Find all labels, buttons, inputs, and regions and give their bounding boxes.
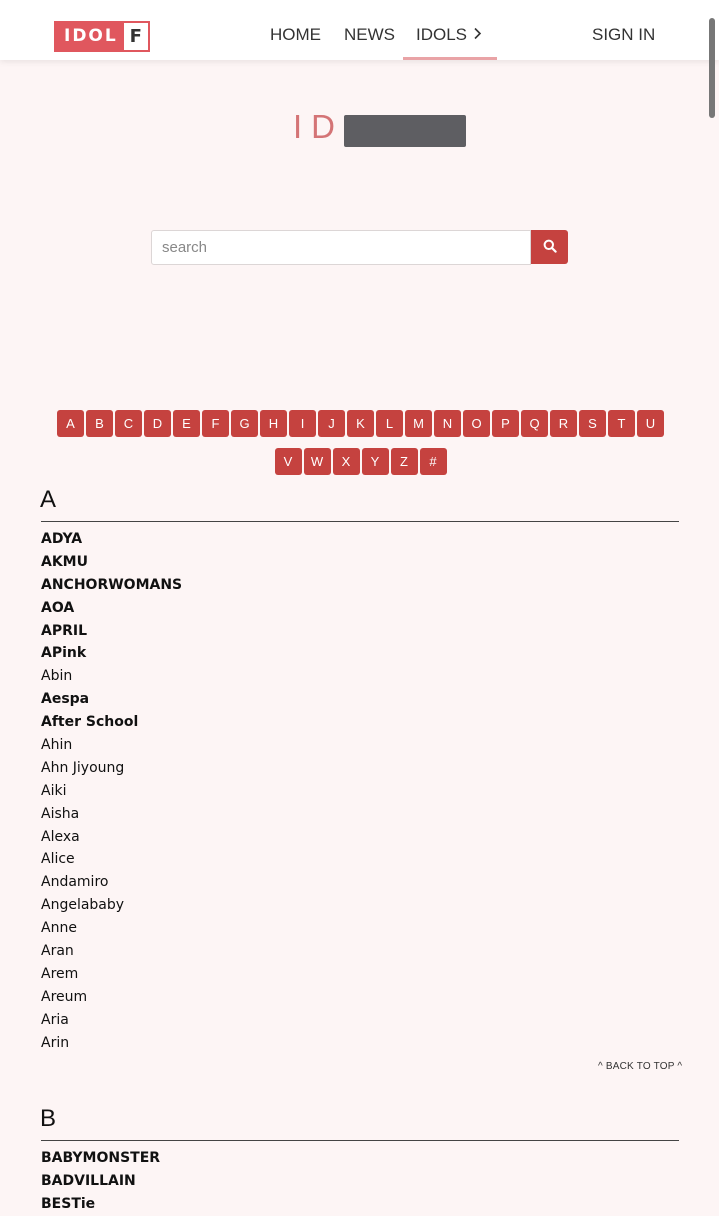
idol-list-item[interactable]: Aespa: [41, 691, 90, 708]
letter-p-button[interactable]: P: [492, 410, 519, 437]
logo-text-idol: IDOL: [56, 23, 124, 50]
letter-m-button[interactable]: M: [405, 410, 432, 437]
page-title: ID: [293, 108, 344, 145]
letter-e-button[interactable]: E: [173, 410, 200, 437]
nav-news[interactable]: NEWS: [344, 25, 395, 44]
letter-z-button[interactable]: Z: [391, 448, 418, 475]
section-divider-a: [41, 521, 679, 522]
letter-b-button[interactable]: B: [86, 410, 113, 437]
letter-f-button[interactable]: F: [202, 410, 229, 437]
letter-q-button[interactable]: Q: [521, 410, 548, 437]
letter-l-button[interactable]: L: [376, 410, 403, 437]
redaction-block: [344, 115, 466, 147]
idol-list-item[interactable]: Anne: [41, 920, 77, 937]
idol-list-item[interactable]: Abin: [41, 668, 73, 685]
chevron-right-icon: [473, 27, 482, 45]
nav-idols-label: IDOLS: [416, 25, 468, 44]
nav-home[interactable]: HOME: [270, 25, 321, 44]
search-button[interactable]: [531, 230, 568, 264]
section-heading-a: A: [40, 486, 57, 513]
idol-list-item[interactable]: Aiki: [41, 782, 67, 799]
idol-list-item[interactable]: BADVILLAIN: [41, 1172, 136, 1189]
idol-list-item[interactable]: BABYMONSTER: [41, 1150, 161, 1166]
search-input[interactable]: [151, 230, 531, 265]
idol-list-b: [41, 1147, 160, 1216]
letter-o-button[interactable]: O: [463, 410, 490, 437]
nav-idols[interactable]: [416, 25, 482, 45]
idol-list-item[interactable]: Arem: [41, 965, 79, 982]
alphabet-row-2: [1, 448, 719, 475]
letter-j-button[interactable]: J: [318, 410, 345, 437]
top-nav-bar: [0, 0, 719, 60]
idol-list-item[interactable]: Ahn Jiyoung: [41, 759, 125, 776]
letter-h-button[interactable]: H: [260, 410, 287, 437]
letter-u-button[interactable]: U: [637, 410, 664, 437]
alphabet-row-1: [1, 410, 719, 437]
letter-d-button[interactable]: D: [144, 410, 171, 437]
idol-list-item[interactable]: Alexa: [41, 828, 80, 845]
idol-list-item[interactable]: ANCHORWOMANS: [41, 576, 183, 593]
idol-list-item[interactable]: Arin: [41, 1034, 70, 1051]
idol-list-item[interactable]: AOA: [41, 599, 75, 616]
letter-v-button[interactable]: V: [275, 448, 302, 475]
letter-y-button[interactable]: Y: [362, 448, 389, 475]
letter-k-button[interactable]: K: [347, 410, 374, 437]
letter-r-button[interactable]: R: [550, 410, 577, 437]
idol-list-a: [41, 528, 182, 1054]
idol-list-item[interactable]: APink: [41, 645, 87, 662]
idol-list-item[interactable]: AKMU: [41, 553, 88, 570]
idol-list-item[interactable]: Ahin: [41, 737, 73, 754]
letter-i-button[interactable]: I: [289, 410, 316, 437]
logo-text-f: F: [124, 23, 148, 50]
idol-list-item[interactable]: Aran: [41, 943, 74, 960]
active-nav-indicator: [403, 57, 497, 60]
letter-t-button[interactable]: T: [608, 410, 635, 437]
letter-g-button[interactable]: G: [231, 410, 258, 437]
site-logo[interactable]: [54, 21, 150, 52]
idol-list-item[interactable]: Andamiro: [41, 874, 109, 891]
page-scrollbar[interactable]: [709, 18, 715, 118]
back-to-top-link[interactable]: ^ BACK TO TOP ^: [598, 1061, 683, 1072]
letter-n-button[interactable]: N: [434, 410, 461, 437]
idol-list-item[interactable]: Areum: [41, 988, 88, 1005]
sign-in-link[interactable]: SIGN IN: [592, 25, 656, 44]
letter-c-button[interactable]: C: [115, 410, 142, 437]
idol-list-item[interactable]: BESTie: [41, 1195, 96, 1212]
idol-list-item[interactable]: ADYA: [41, 531, 83, 547]
section-heading-b: B: [40, 1105, 57, 1132]
idol-list-item[interactable]: Aisha: [41, 805, 80, 822]
idol-list-item[interactable]: After School: [41, 714, 139, 731]
idol-list-item[interactable]: Angelababy: [41, 897, 125, 914]
section-divider-b: [41, 1140, 679, 1141]
search-icon: [543, 238, 557, 257]
idol-list-item[interactable]: APRIL: [41, 622, 88, 639]
idol-list-item[interactable]: Aria: [41, 1011, 69, 1028]
letter-x-button[interactable]: X: [333, 448, 360, 475]
idol-list-item[interactable]: Alice: [41, 851, 75, 868]
letter-w-button[interactable]: W: [304, 448, 331, 475]
letter-a-button[interactable]: A: [57, 410, 84, 437]
letter-hash-button[interactable]: #: [420, 448, 447, 475]
letter-s-button[interactable]: S: [579, 410, 606, 437]
